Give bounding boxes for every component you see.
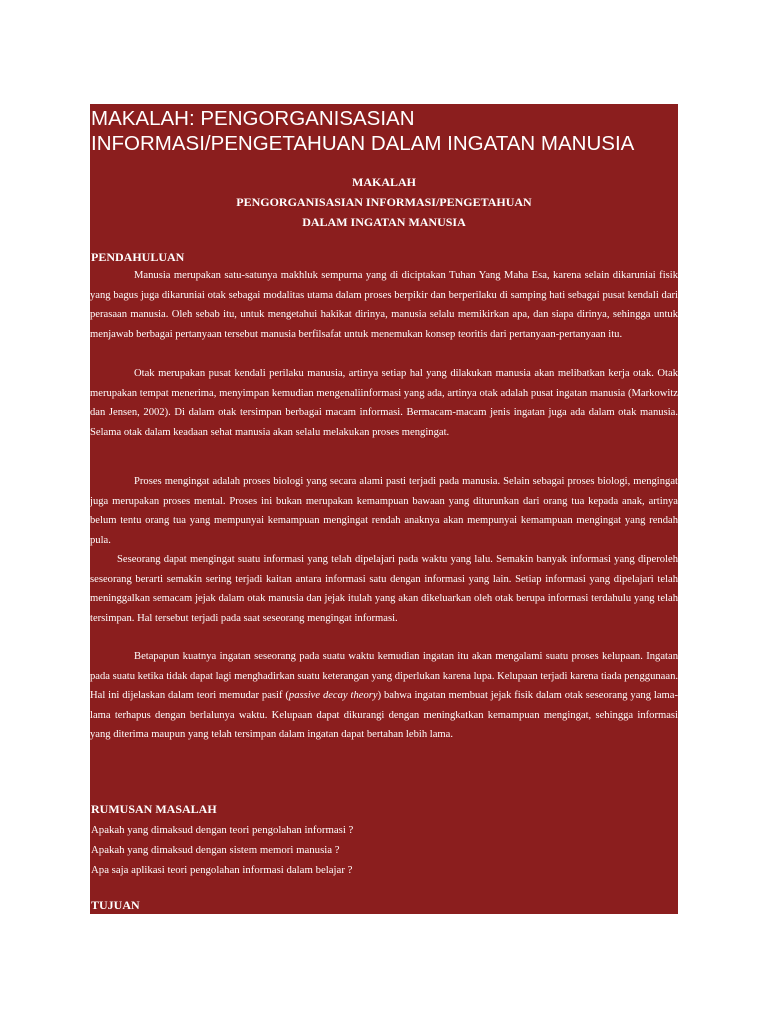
list-item xyxy=(72,840,672,860)
page-title xyxy=(91,106,677,156)
italic-term: passive decay theory xyxy=(288,690,378,701)
paragraph-text: ) bahwa ingatan membuat jejak fisik dalam otak seseorang yang lama-lama terhapus dengan berlalunya waktu. Kelupaan dapat dikurangi dengan meningkatkan kemampuan mengingat, sehingga informasi yang diterima maupun yang telah tersimpan dalam ingatan dapat bertahan lebih lama. xyxy=(90,690,678,740)
paragraph: Seseorang dapat mengingat suatu informasi yang telah dipelajari pada waktu yang lalu. Semakin banyak informasi yang diperoleh seseorang berarti semakin sering terjadi kaitan antara informasi satu dengan informasi yang lain. Setiap informasi yang dipelajari telah meninggalkan semacam jejak dalam otak manusia dan jejak itulah yang akan dikeluarkan oleh otak berupa informasi terdahulu yang telah tersimpan. Hal tersebut terjadi pada saat seseorang mengingat informasi. xyxy=(90,554,678,624)
list-number: 2. xyxy=(72,844,81,856)
paragraph: Otak merupakan pusat kendali perilaku manusia, artinya setiap hal yang dilakukan manusia akan melibatkan kerja otak. Otak merupakan tempat menerima, menyimpan kemudian mengenaliinformasi yang ada, artinya otak adalah pusat ingatan manusia (Markowitz dan Jensen, 2002). Di dalam otak tersimpan berbagai macam informasi. Bermacam-macam jenis ingatan juga ada dalam otak manusia. Selama otak dalam keadaan sehat manusia akan selalu melakukan proses mengingat. xyxy=(90,368,678,438)
title-line: MAKALAH: PENGORGANISASIAN xyxy=(91,107,415,130)
section-letter: B. xyxy=(72,802,84,816)
document-heading xyxy=(90,172,678,232)
section-letter: A. xyxy=(72,250,84,264)
list-text: Apa saja aplikasi teori pengolahan informasi dalam belajar ? xyxy=(91,864,353,876)
section-heading-tujuan xyxy=(72,896,140,914)
list-text: Apakah yang dimaksud dengan sistem memori manusia ? xyxy=(91,844,340,856)
list-text: Apakah yang dimaksud dengan teori pengolahan informasi ? xyxy=(91,824,354,836)
heading-line: DALAM INGATAN MANUSIA xyxy=(302,215,466,229)
section-heading-pendahuluan xyxy=(72,248,184,266)
paragraph: Manusia merupakan satu-satunya makhluk sempurna yang di diciptakan Tuhan Yang Maha Esa, karena selain dikaruniai fisik yang bagus juga dikaruniai otak sebagai modalitas utama dalam proses berpikir dan berperilaku di samping hati sebagai pusat kendali dari perasaan manusia. Oleh sebab itu, untuk mengetahui hakikat dirinya, manusia selalu memikirkan apa, dan siapa dirinya, sehingga untuk menjawab berbagai pertanyaan tersebut manusia berfilsafat untuk menemukan konsep teoritis dari pertanyaan-pertanyaan itu. xyxy=(90,270,678,340)
heading-line: MAKALAH xyxy=(352,175,416,189)
list-number: 1. xyxy=(72,824,81,836)
list-number: 3. xyxy=(72,864,81,876)
list-item xyxy=(72,820,672,840)
section-heading-rumusan-masalah xyxy=(72,800,217,818)
paragraph-text: Betapapun kuatnya ingatan seseorang pada suatu waktu kemudian ingatan itu akan mengalami suatu proses kelupaan. Ingatan pada suatu ketika tidak dapat lagi menghadirkan suatu keterangan yang diperlukan karena lupa. Kelupaan terjadi karena tiada penggunaan. Hal ini dijelaskan dalam teori memudar pasif ( xyxy=(90,651,679,701)
list-item xyxy=(72,860,672,880)
paragraph xyxy=(90,647,678,745)
section-label: TUJUAN xyxy=(91,898,140,912)
paragraph: Proses mengingat adalah proses biologi yang secara alami pasti terjadi pada manusia. Selain sebagai proses biologi, mengingat juga merupakan proses mental. Proses ini bukan merupakan kemampuan bawaan yang diturunkan dari orang tua kepada anak, artinya belum tentu orang tua yang mempunyai kemampuan mengingat rendah anaknya akan mempunyai kemampuan mengingat yang rendah pula. xyxy=(90,476,678,546)
section-label: PENDAHULUAN xyxy=(91,250,185,264)
section-letter: C. xyxy=(72,898,84,912)
title-line: INFORMASI/PENGETAHUAN DALAM INGATAN MANUSIA xyxy=(91,132,635,155)
section-label: RUMUSAN MASALAH xyxy=(91,802,217,816)
question-list xyxy=(72,820,672,880)
heading-line: PENGORGANISASIAN INFORMASI/PENGETAHUAN xyxy=(236,195,532,209)
